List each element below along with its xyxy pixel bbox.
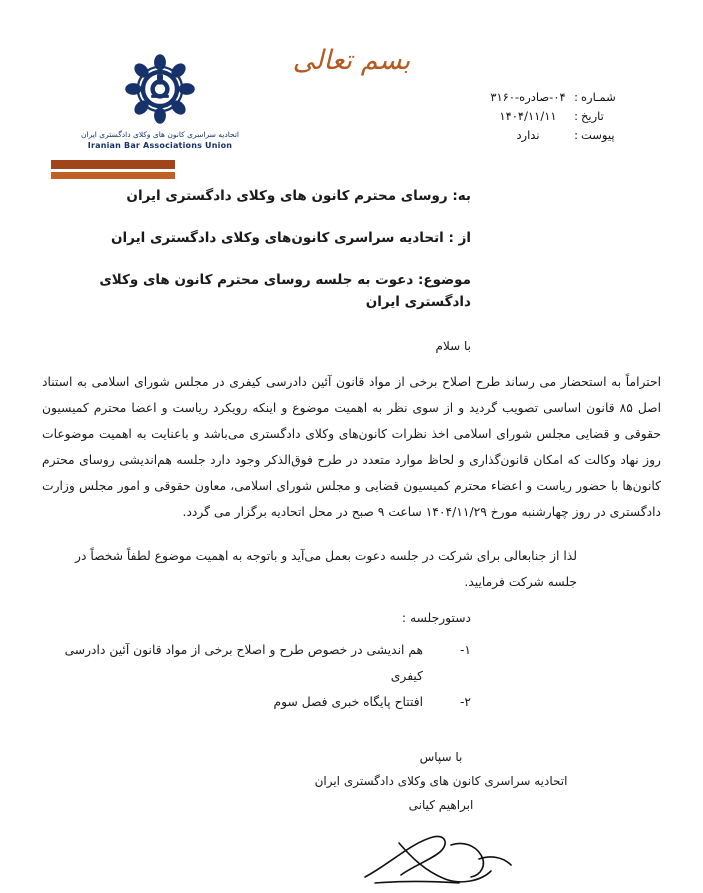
closing-thanks: با سپاس xyxy=(419,750,463,764)
sender-line: از : اتحادیه سراسری کانون‌های وکلای دادگستری ایران xyxy=(111,230,471,246)
meta-value-attachment: ندارد xyxy=(516,128,540,142)
organization-logo xyxy=(60,52,260,150)
meta-label-attachment: پیوست xyxy=(581,128,615,142)
agenda-list xyxy=(36,637,667,715)
signature-block xyxy=(311,745,571,893)
agenda-item-number: ۱- xyxy=(459,643,471,657)
agenda-item-number: ۲- xyxy=(459,695,471,709)
agenda-item-text: هم اندیشی در خصوص طرح و اصلاح برخی از مواد قانون آئین دادرسی کیفری xyxy=(64,643,423,683)
invitation-paragraph: لذا از جنابعالی برای شرکت در جلسه دعوت بعمل می‌آید و باتوجه به اهمیت موضوع لطفاً شخصاً در جلسه شرکت فرمایید. xyxy=(75,549,577,589)
logo-accent-bar-lower xyxy=(51,172,175,179)
meta-row-date xyxy=(485,107,643,126)
meta-label-date: تاریخ xyxy=(581,109,604,123)
handwritten-signature-icon xyxy=(341,823,541,893)
meta-row-number xyxy=(485,88,643,107)
letter-header xyxy=(0,0,703,160)
logo-accent-bar xyxy=(51,160,175,169)
closing-organization: اتحادیه سراسری کانون های وکلای دادگستری ایران xyxy=(314,774,568,788)
meta-colon: : xyxy=(574,128,578,142)
meta-row-attachment xyxy=(485,126,643,145)
logo-caption-fa: اتحادیه سراسری کانون های وکلای دادگستری ایران xyxy=(80,130,240,139)
meta-value-number: ۰۴-صادره-۳۱۶۰ xyxy=(490,90,566,104)
list-item xyxy=(36,689,667,715)
document-meta xyxy=(485,88,643,145)
meta-label-number: شمـاره xyxy=(581,90,616,104)
agenda-item-text: افتتاح پایگاه خبری فصل سوم xyxy=(273,695,423,709)
closing-signer-name: ابراهیم کیانی xyxy=(408,798,474,812)
bar-association-emblem-icon xyxy=(123,52,197,126)
greeting-line: با سلام xyxy=(435,339,471,353)
besmellah-text: بسم تعالی xyxy=(292,45,411,76)
meta-colon: : xyxy=(574,109,578,123)
agenda-title: دستورجلسه : xyxy=(401,611,471,625)
logo-caption-en: Iranian Bar Associations Union xyxy=(87,141,233,150)
subject-line: موضوع: دعوت به جلسه روسای محترم کانون های وکلای دادگستری ایران xyxy=(99,272,471,310)
recipient-line: به: روسای محترم کانون های وکلای دادگستری ایران xyxy=(126,188,471,204)
main-paragraph: احتراماً به استحضار می رساند طرح اصلاح برخی از مواد قانون آئین دادرسی کیفری در مجلس شورای اسلامی به استناد اصل ۸۵ قانون اساسی تصویب گردید و از سوی نظر به اهمیت موضوع و اینکه رویکرد ریاست و اعضا محترم کمیسیون حقوقی و قضایی مجلس شورای اسلامی اخذ نظرات کانون‌های وکلای دادگستری می‌باشد و باعنایت به اهمیت موضوعات روز نهاد وکالت که امکان قانون‌گذاری و لحاظ موارد متعدد در طرح فوق‌الذکر وجود دارد جلسه هم‌اندیشی روسای محترم کانون‌ها با حضور ریاست و اعضاء محترم کمیسیون قضایی و مجلس شورای اسلامی، معاون حقوقی و امور مجلس وزارت دادگستری در روز چهارشنبه مورخ ۱۴۰۴/۱۱/۲۹ ساعت ۹ صبح در محل اتحادیه برگزار می گردد. xyxy=(42,375,661,519)
meta-colon: : xyxy=(574,90,578,104)
letter-body xyxy=(36,185,667,893)
list-item xyxy=(36,637,667,689)
meta-value-date: ۱۴۰۴/۱۱/۱۱ xyxy=(499,109,557,123)
